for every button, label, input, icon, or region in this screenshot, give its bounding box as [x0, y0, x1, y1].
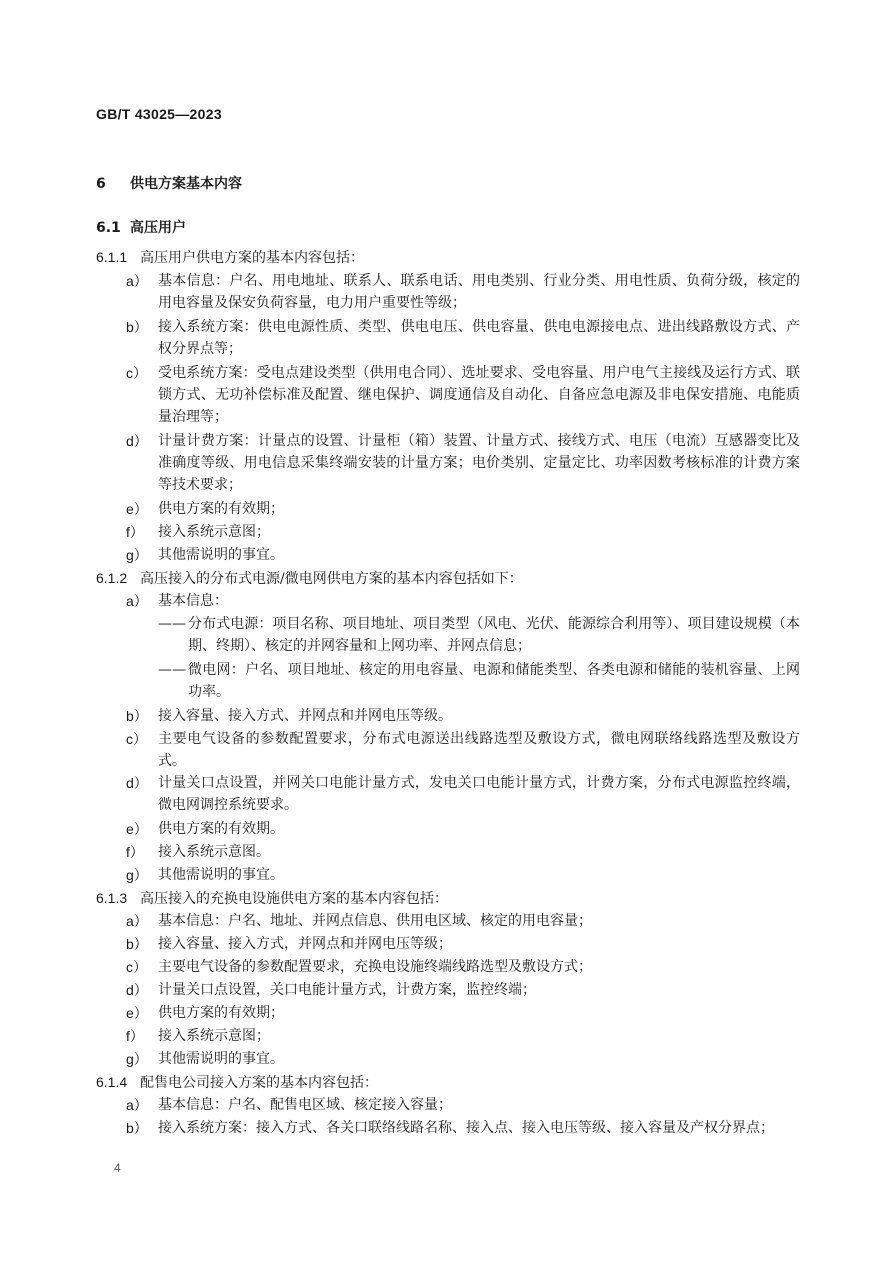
clause-6-1-4: [96, 1071, 802, 1094]
item-text: 供电方案的有效期；: [158, 1005, 284, 1021]
clause-6-1-1: [96, 246, 802, 269]
item-mark: e）: [126, 501, 148, 517]
item-mark: c）: [126, 731, 147, 747]
clause-intro: 高压接入的分布式电源/微电网供电方案的基本内容包括如下：: [140, 571, 523, 587]
item-mark: a）: [126, 1097, 148, 1113]
list-item: [126, 1117, 800, 1139]
item-text: 主要电气设备的参数配置要求，充换电设施终端线路选型及敷设方式；: [158, 959, 592, 975]
list-item: [126, 590, 800, 612]
item-mark: b）: [126, 319, 148, 335]
section-6-heading: [96, 173, 242, 193]
sub-text: 分布式电源：项目名称、项目地址、项目类型（风电、光伏、能源综合利用等）、项目建设规模（本期、终期）、核定的并网容量和上网功率、并网点信息；: [188, 616, 800, 654]
list-item: [126, 772, 800, 816]
list-item: [126, 544, 800, 566]
item-mark: a）: [126, 593, 148, 609]
list-item: [126, 521, 800, 543]
clause-intro: 高压用户供电方案的基本内容包括：: [140, 250, 364, 266]
list-item: [126, 1048, 800, 1070]
list-item: [126, 430, 800, 496]
sub-dash: ——: [158, 616, 186, 632]
item-text: 计量关口点设置，关口电能计量方式，计费方案，监控终端；: [158, 982, 536, 998]
item-mark: d）: [126, 433, 148, 449]
item-text: 其他需说明的事宜。: [158, 547, 284, 563]
page-number: 4: [114, 1161, 121, 1175]
sub-text: 微电网：户名、项目地址、核定的用电容量、电源和储能类型、各类电源和储能的装机容量、上网功率。: [188, 662, 800, 700]
item-text: 其他需说明的事宜。: [158, 867, 284, 883]
list-item: [126, 864, 800, 886]
item-text: 受电系统方案：受电点建设类型（供用电合同）、选址要求、受电容量、用户电气主接线及运行方式、联锁方式、无功补偿标准及配置、继电保护、调度通信及自动化、自备应急电源及非电保安措施、电能质量治理等；: [158, 365, 800, 425]
list-item: [126, 270, 800, 314]
section-number: 6: [96, 176, 106, 192]
item-text: 接入容量、接入方式，并网点和并网电压等级；: [158, 936, 452, 952]
list-item: [126, 956, 800, 978]
item-mark: g）: [126, 1051, 148, 1067]
item-text: 基本信息：户名、用电地址、联系人、联系电话、用电类别、行业分类、用电性质、负荷分级，核定的用电容量及保安负荷容量，电力用户重要性等级；: [158, 273, 800, 311]
list-item: [126, 1025, 800, 1047]
section-6-1-heading: [96, 217, 186, 237]
clause-6-1-3: [96, 887, 802, 910]
item-mark: e）: [126, 1005, 148, 1021]
item-text: 其他需说明的事宜。: [158, 1051, 284, 1067]
clause-number: 6.1.3: [96, 890, 128, 906]
item-mark: f）: [126, 1028, 144, 1044]
item-mark: d）: [126, 775, 148, 791]
item-mark: b）: [126, 936, 148, 952]
item-text: 供电方案的有效期。: [158, 821, 284, 837]
list-item: [126, 316, 800, 360]
list-item: [126, 933, 800, 955]
item-mark: g）: [126, 547, 148, 563]
list-item: [126, 1002, 800, 1024]
list-item: [126, 1094, 800, 1116]
item-mark: f）: [126, 524, 144, 540]
list-item: [126, 498, 800, 520]
list-item: [126, 979, 800, 1001]
clause-number: 6.1.1: [96, 249, 128, 265]
item-text: 计量计费方案：计量点的设置、计量柜（箱）装置、计量方式、接线方式、电压（电流）互感器变比及准确度等级、用电信息采集终端安装的计量方案；电价类别、定量定比、功率因数考核标准的计费方案等技术要求；: [158, 433, 800, 493]
item-text: 基本信息：: [158, 593, 228, 609]
sub-item: [158, 659, 800, 703]
item-text: 接入系统示意图；: [158, 1028, 270, 1044]
list-item: [126, 705, 800, 727]
clause-number: 6.1.4: [96, 1074, 128, 1090]
item-mark: e）: [126, 821, 148, 837]
item-mark: c）: [126, 365, 147, 381]
clause-intro: 高压接入的充换电设施供电方案的基本内容包括：: [140, 891, 448, 907]
item-text: 基本信息：户名、配售电区域、核定接入容量；: [158, 1097, 452, 1113]
section-title: 高压用户: [130, 220, 186, 236]
clause-6-1-2: [96, 567, 802, 590]
sub-dash: ——: [158, 662, 186, 678]
list-item: [126, 362, 800, 428]
list-item: [126, 728, 800, 772]
item-text: 接入容量、接入方式、并网点和并网电压等级。: [158, 708, 452, 724]
item-mark: g）: [126, 867, 148, 883]
item-text: 接入系统方案：供电电源性质、类型、供电电压、供电容量、供电电源接电点、进出线路敷设方式、产权分界点等；: [158, 319, 800, 357]
clause-number: 6.1.2: [96, 570, 128, 586]
item-mark: a）: [126, 913, 148, 929]
item-mark: b）: [126, 708, 148, 724]
section-title: 供电方案基本内容: [130, 176, 242, 192]
list-item: [126, 818, 800, 840]
standard-code: GB/T 43025—2023: [96, 106, 222, 122]
sub-item: [158, 613, 800, 657]
item-mark: f）: [126, 844, 144, 860]
item-text: 计量关口点设置，并网关口电能计量方式，发电关口电能计量方式，计费方案，分布式电源监控终端，微电网调控系统要求。: [158, 775, 800, 813]
item-text: 供电方案的有效期；: [158, 501, 284, 517]
clause-intro: 配售电公司接入方案的基本内容包括：: [140, 1075, 378, 1091]
item-mark: d）: [126, 982, 148, 998]
item-text: 接入系统示意图；: [158, 524, 270, 540]
list-item: [126, 841, 800, 863]
item-text: 主要电气设备的参数配置要求，分布式电源送出线路选型及敷设方式，微电网联络线路选型及敷设方式。: [158, 731, 800, 769]
list-item: [126, 910, 800, 932]
item-text: 基本信息：户名、地址、并网点信息、供用电区域、核定的用电容量；: [158, 913, 592, 929]
item-mark: a）: [126, 273, 148, 289]
item-mark: c）: [126, 959, 147, 975]
item-text: 接入系统方案：接入方式、各关口联络线路名称、接入点、接入电压等级、接入容量及产权分界点；: [158, 1120, 774, 1136]
item-text: 接入系统示意图。: [158, 844, 270, 860]
item-mark: b）: [126, 1120, 148, 1136]
section-number: 6.1: [96, 220, 121, 236]
